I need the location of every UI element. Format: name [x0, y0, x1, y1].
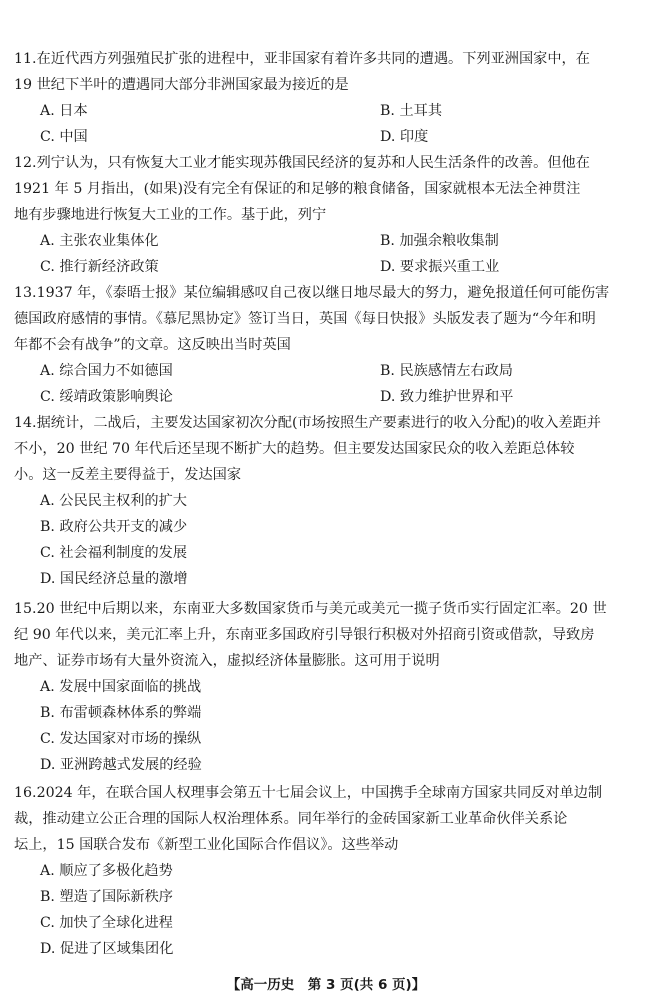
question-stem-line: 14.据统计，二战后，主要发达国家初次分配(市场按照生产要素进行的收入分配)的收入差距并 [14, 415, 601, 431]
option-a: A. 日本 [40, 103, 88, 119]
option-row [14, 358, 640, 384]
option-row [14, 384, 640, 410]
question-stem-line: 1921 年 5 月指出，(如果)没有完全有保证的和足够的粮食储备，国家就根本无法全神贯注 [14, 181, 581, 197]
option-row [14, 566, 640, 592]
option-c: C. 中国 [40, 129, 88, 145]
option-row [14, 674, 640, 700]
question-15 [14, 596, 640, 778]
option-c: C. 绥靖政策影响舆论 [40, 389, 173, 405]
option-row [14, 98, 640, 124]
question-stem-line: 地产、证券市场有大量外资流入，虚拟经济体量膨胀。这可用于说明 [14, 653, 440, 669]
question-11 [14, 46, 640, 150]
option-d: D. 要求振兴重工业 [380, 259, 500, 275]
question-stem-line: 坛上，15 国联合发布《新型工业化国际合作倡议》。这些举动 [14, 837, 399, 853]
option-c: C. 加快了全球化进程 [40, 915, 173, 931]
option-c: C. 发达国家对市场的操纵 [40, 731, 202, 747]
option-d: D. 促进了区域集团化 [40, 941, 174, 957]
option-row [14, 124, 640, 150]
question-12 [14, 150, 640, 280]
option-d: D. 国民经济总量的激增 [40, 571, 188, 587]
option-b: B. 政府公共开支的减少 [40, 519, 188, 535]
question-stem-line: 15.20 世纪中后期以来，东南亚大多数国家货币与美元或美元一揽子货币实行固定汇率。20 世 [14, 601, 607, 617]
option-row [14, 540, 640, 566]
option-a: A. 顺应了多极化趋势 [40, 863, 173, 879]
option-row [14, 726, 640, 752]
option-d: D. 印度 [380, 129, 429, 145]
question-stem-line: 地有步骤地进行恢复大工业的工作。基于此，列宁 [14, 207, 327, 223]
option-c: C. 推行新经济政策 [40, 259, 159, 275]
option-row [14, 488, 640, 514]
option-b: B. 民族感情左右政局 [380, 363, 513, 379]
option-row [14, 514, 640, 540]
option-d: D. 致力维护世界和平 [380, 389, 514, 405]
question-13 [14, 280, 640, 410]
question-stem-line: 纪 90 年代以来，美元汇率上升，东南亚多国政府引导银行积极对外招商引资或借款，导致房 [14, 627, 595, 643]
option-c: C. 社会福利制度的发展 [40, 545, 188, 561]
question-stem-line: 12.列宁认为，只有恢复大工业才能实现苏俄国民经济的复苏和人民生活条件的改善。但他在 [14, 155, 590, 171]
question-stem-line: 德国政府感情的事情。《慕尼黑协定》签订当日，英国《每日快报》头版发表了题为“今年和明 [14, 311, 596, 327]
question-stem-line: 16.2024 年，在联合国人权理事会第五十七届会议上，中国携手全球南方国家共同反对单边制 [14, 785, 603, 801]
option-row [14, 254, 640, 280]
option-row [14, 910, 640, 936]
option-b: B. 塑造了国际新秩序 [40, 889, 173, 905]
page-footer: 【高一历史 第 3 页(共 6 页)】 [226, 977, 426, 993]
question-16 [14, 780, 640, 962]
option-row [14, 228, 640, 254]
option-b: B. 加强余粮收集制 [380, 233, 499, 249]
question-stem-line: 年都不会有战争”的文章。这反映出当时英国 [14, 337, 291, 353]
option-a: A. 主张农业集体化 [40, 233, 159, 249]
question-stem-line: 19 世纪下半叶的遭遇同大部分非洲国家最为接近的是 [14, 77, 349, 93]
question-stem-line: 小。这一反差主要得益于，发达国家 [14, 467, 242, 483]
question-stem-line: 13.1937 年，《泰晤士报》某位编辑感叹自己夜以继日地尽最大的努力，避免报道任何可能伤害 [14, 285, 610, 301]
option-row [14, 858, 640, 884]
option-a: A. 公民民主权利的扩大 [40, 493, 187, 509]
option-row [14, 884, 640, 910]
question-stem-line: 不小，20 世纪 70 年代后还呈现不断扩大的趋势。但主要发达国家民众的收入差距总体较 [14, 441, 575, 457]
option-a: A. 发展中国家面临的挑战 [40, 679, 202, 695]
option-a: A. 综合国力不如德国 [40, 363, 173, 379]
option-row [14, 936, 640, 962]
option-row [14, 700, 640, 726]
question-stem-line: 裁，推动建立公正合理的国际人权治理体系。同年举行的金砖国家新工业革命伙伴关系论 [14, 811, 568, 827]
question-stem-line: 11.在近代西方列强殖民扩张的进程中，亚非国家有着许多共同的遭遇。下列亚洲国家中，在 [14, 51, 590, 67]
option-row [14, 752, 640, 778]
option-d: D. 亚洲跨越式发展的经验 [40, 757, 202, 773]
option-b: B. 土耳其 [380, 103, 443, 119]
option-b: B. 布雷顿森林体系的弊端 [40, 705, 202, 721]
question-14 [14, 410, 640, 592]
